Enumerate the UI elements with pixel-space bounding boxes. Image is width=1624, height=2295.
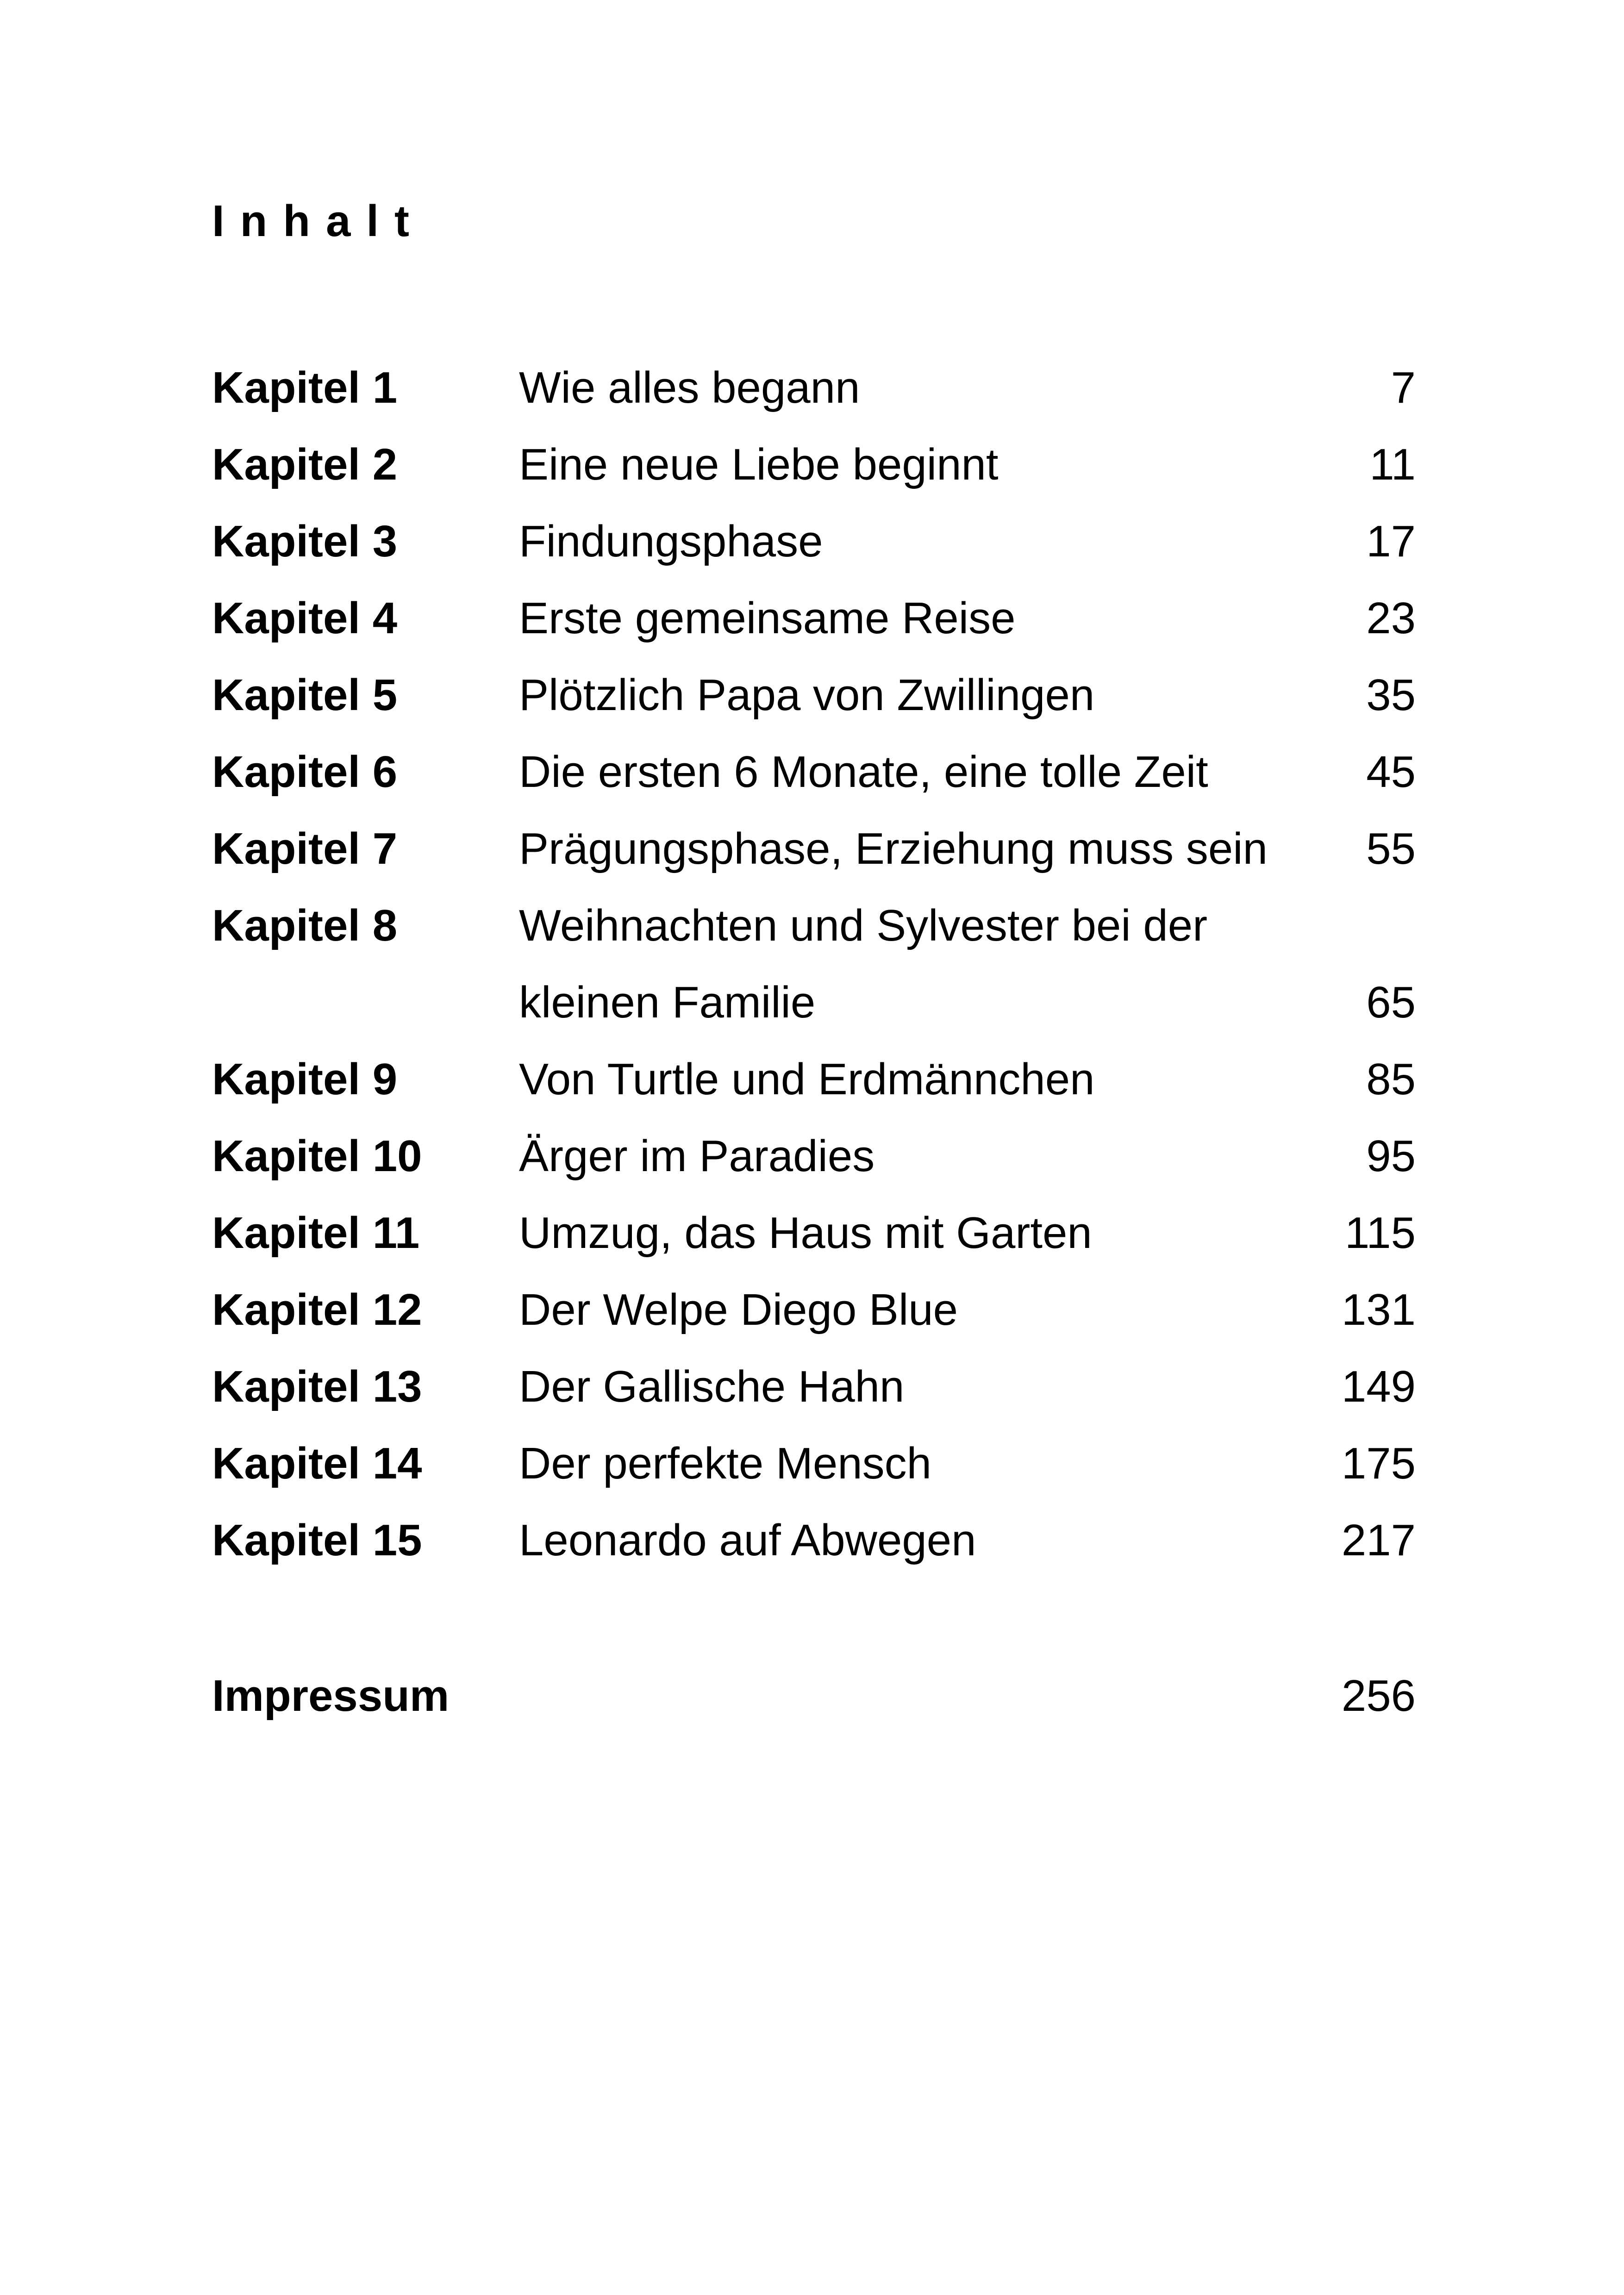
toc-entry — [212, 824, 1416, 904]
chapter-title: Erste gemeinsame Reise — [519, 593, 1016, 643]
toc-entry — [212, 1054, 1416, 1134]
toc-entry-impressum — [212, 1671, 1416, 1751]
toc-entry-continuation — [212, 980, 1416, 1057]
chapter-label: Kapitel 15 — [212, 1515, 422, 1565]
chapter-title: Von Turtle und Erdmännchen — [519, 1054, 1095, 1104]
chapter-title: Findungsphase — [519, 517, 823, 566]
chapter-label: Kapitel 8 — [212, 901, 398, 950]
toc-entry — [212, 1441, 1416, 1518]
toc-entry — [212, 440, 1416, 519]
chapter-title: Der Welpe Diego Blue — [519, 1285, 958, 1335]
toc-entry — [212, 363, 1416, 443]
page-number: 17 — [1366, 517, 1416, 566]
chapter-title: Eine neue Liebe beginnt — [519, 440, 999, 489]
chapter-title: Der perfekte Mensch — [519, 1439, 932, 1488]
toc-entry — [212, 1515, 1416, 1595]
page-number: 131 — [1341, 1285, 1416, 1335]
chapter-label: Kapitel 9 — [212, 1054, 398, 1104]
chapter-label: Kapitel 10 — [212, 1131, 422, 1181]
toc-heading: Inhalt — [212, 196, 425, 246]
chapter-title: Prägungsphase, Erziehung muss sein — [519, 824, 1268, 873]
page-number: 65 — [1366, 978, 1416, 1027]
chapter-label: Kapitel 14 — [212, 1439, 422, 1488]
table-of-contents — [212, 0, 1416, 2295]
chapter-label: Kapitel 5 — [212, 670, 398, 720]
toc-entry — [212, 1285, 1416, 1365]
chapter-label: Kapitel 7 — [212, 824, 398, 873]
chapter-label: Kapitel 13 — [212, 1362, 422, 1411]
page-number: 115 — [1344, 1208, 1416, 1258]
page-number: 55 — [1366, 824, 1416, 873]
chapter-label: Kapitel 4 — [212, 593, 398, 643]
toc-entry — [212, 593, 1416, 673]
page-number: 175 — [1341, 1439, 1416, 1488]
page-number: 7 — [1391, 363, 1416, 412]
toc-entry — [212, 1131, 1416, 1211]
chapter-label: Kapitel 2 — [212, 440, 398, 489]
chapter-label: Kapitel 12 — [212, 1285, 422, 1335]
page-number: 45 — [1366, 747, 1416, 797]
page-number: 85 — [1366, 1054, 1416, 1104]
chapter-title: Der Gallische Hahn — [519, 1362, 905, 1411]
toc-entry — [212, 670, 1416, 750]
toc-entry — [212, 901, 1416, 980]
page-number: 149 — [1341, 1362, 1416, 1411]
chapter-title: Plötzlich Papa von Zwillingen — [519, 670, 1095, 720]
chapter-title: Leonardo auf Abwegen — [519, 1515, 976, 1565]
page-number: 217 — [1341, 1515, 1416, 1565]
chapter-title: Weihnachten und Sylvester bei der — [519, 901, 1208, 950]
page-number: 95 — [1366, 1131, 1416, 1181]
toc-entry — [212, 519, 1416, 596]
toc-entry — [212, 747, 1416, 827]
toc-entry — [212, 1208, 1416, 1288]
page-number: 11 — [1369, 440, 1416, 489]
page-number: 23 — [1366, 593, 1416, 643]
page-number: 256 — [1341, 1671, 1416, 1721]
chapter-title: Wie alles begann — [519, 363, 860, 412]
chapter-label: Kapitel 3 — [212, 517, 398, 566]
impressum-label: Impressum — [212, 1671, 450, 1721]
chapter-title: Die ersten 6 Monate, eine tolle Zeit — [519, 747, 1208, 797]
toc-entry — [212, 1362, 1416, 1441]
chapter-title: Ärger im Paradies — [519, 1131, 875, 1181]
chapter-title: Umzug, das Haus mit Garten — [519, 1208, 1092, 1258]
chapter-title: kleinen Familie — [519, 978, 816, 1027]
page-number: 35 — [1366, 670, 1416, 720]
chapter-label: Kapitel 6 — [212, 747, 398, 797]
chapter-label: Kapitel 11 — [212, 1208, 420, 1258]
chapter-label: Kapitel 1 — [212, 363, 398, 412]
